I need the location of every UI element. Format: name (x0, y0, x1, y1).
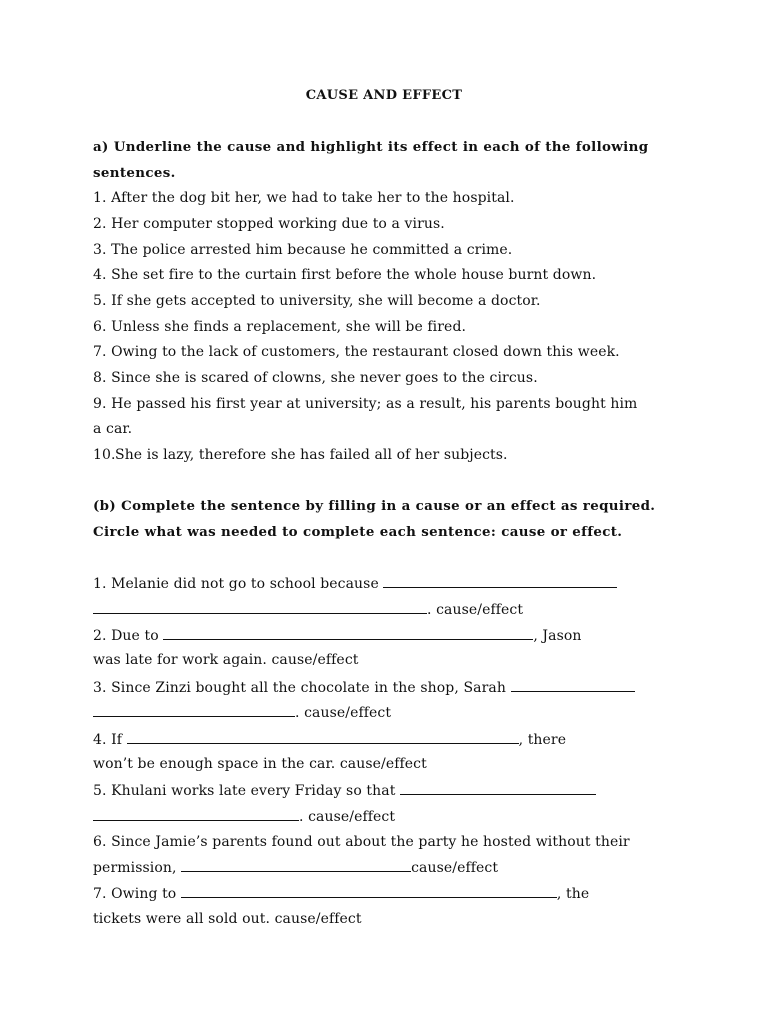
sentence-8: 8. Since she is scared of clowns, she never goes to the circus. (93, 370, 538, 386)
section-a-heading-line1: a) Underline the cause and highlight its effect in each of the following (93, 139, 649, 155)
question-3-line2 (93, 704, 391, 721)
question-6-line1: 6. Since Jamie’s parents found out about the party he hosted without their (93, 834, 630, 850)
question-3-blank-a[interactable] (511, 679, 635, 692)
sentence-10-number: 10. (93, 447, 116, 463)
sentence-9-continued: a car. (93, 421, 133, 437)
question-5-text: 5. Khulani works late every Friday so that (93, 783, 396, 799)
question-1-text: 1. Melanie did not go to school because (93, 576, 379, 592)
question-1-answer-choice[interactable]: . cause/effect (427, 602, 524, 618)
section-a-heading-line2: sentences. (93, 165, 176, 181)
question-7-line1 (93, 885, 589, 902)
question-2-line2[interactable]: was late for work again. cause/effect (93, 652, 359, 668)
question-2-line1 (93, 627, 582, 644)
question-5-answer-choice[interactable]: . cause/effect (299, 809, 396, 825)
question-2-blank[interactable] (163, 627, 533, 640)
question-5-blank-a[interactable] (400, 782, 596, 795)
question-6-text: permission, (93, 860, 177, 876)
sentence-9: 9. He passed his first year at university; as a result, his parents bought him (93, 396, 638, 412)
section-b-heading-line1: (b) Complete the sentence by filling in a cause or an effect as required. (93, 498, 656, 514)
question-1-line1 (93, 575, 617, 592)
question-7-text: 7. Owing to (93, 886, 177, 902)
sentence-4: 4. She set fire to the curtain first before the whole house burnt down. (93, 267, 597, 283)
question-6-blank[interactable] (181, 859, 411, 872)
question-3-answer-choice[interactable]: . cause/effect (295, 705, 392, 721)
question-4-line1 (93, 731, 566, 748)
question-6-answer-choice[interactable]: cause/effect (411, 860, 499, 876)
question-1-blank-a[interactable] (383, 575, 617, 588)
question-1-blank-b[interactable] (93, 601, 427, 614)
sentence-6: 6. Unless she finds a replacement, she will be fired. (93, 319, 467, 335)
question-4-text: 4. If (93, 732, 123, 748)
question-7-line2[interactable]: tickets were all sold out. cause/effect (93, 911, 362, 927)
question-3-blank-b[interactable] (93, 704, 295, 717)
sentence-5: 5. If she gets accepted to university, she will become a doctor. (93, 293, 541, 309)
question-5-line1 (93, 782, 596, 799)
sentence-2: 2. Her computer stopped working due to a virus. (93, 216, 445, 232)
sentence-10 (93, 447, 508, 463)
question-1-line2 (93, 601, 523, 618)
sentence-1: 1. After the dog bit her, we had to take her to the hospital. (93, 190, 515, 206)
question-7-blank[interactable] (181, 885, 557, 898)
section-b-heading-line2: Circle what was needed to complete each sentence: cause or effect. (93, 524, 623, 540)
sentence-7: 7. Owing to the lack of customers, the restaurant closed down this week. (93, 344, 620, 360)
question-7-text-end: , the (556, 886, 590, 902)
question-3-line1 (93, 679, 635, 696)
question-3-text: 3. Since Zinzi bought all the chocolate in the shop, Sarah (93, 680, 506, 696)
question-5-line2 (93, 808, 395, 825)
question-4-text-end: , there (518, 732, 567, 748)
question-2-text-end: , Jason (533, 628, 582, 644)
question-6-line2 (93, 859, 498, 876)
question-4-line2[interactable]: won’t be enough space in the car. cause/effect (93, 756, 427, 772)
page-title: CAUSE AND EFFECT (305, 88, 463, 103)
question-5-blank-b[interactable] (93, 808, 299, 821)
question-2-text: 2. Due to (93, 628, 159, 644)
sentence-3: 3. The police arrested him because he committed a crime. (93, 242, 513, 258)
question-4-blank[interactable] (127, 731, 519, 744)
sentence-10-text: She is lazy, therefore she has failed all of her subjects. (115, 447, 508, 463)
